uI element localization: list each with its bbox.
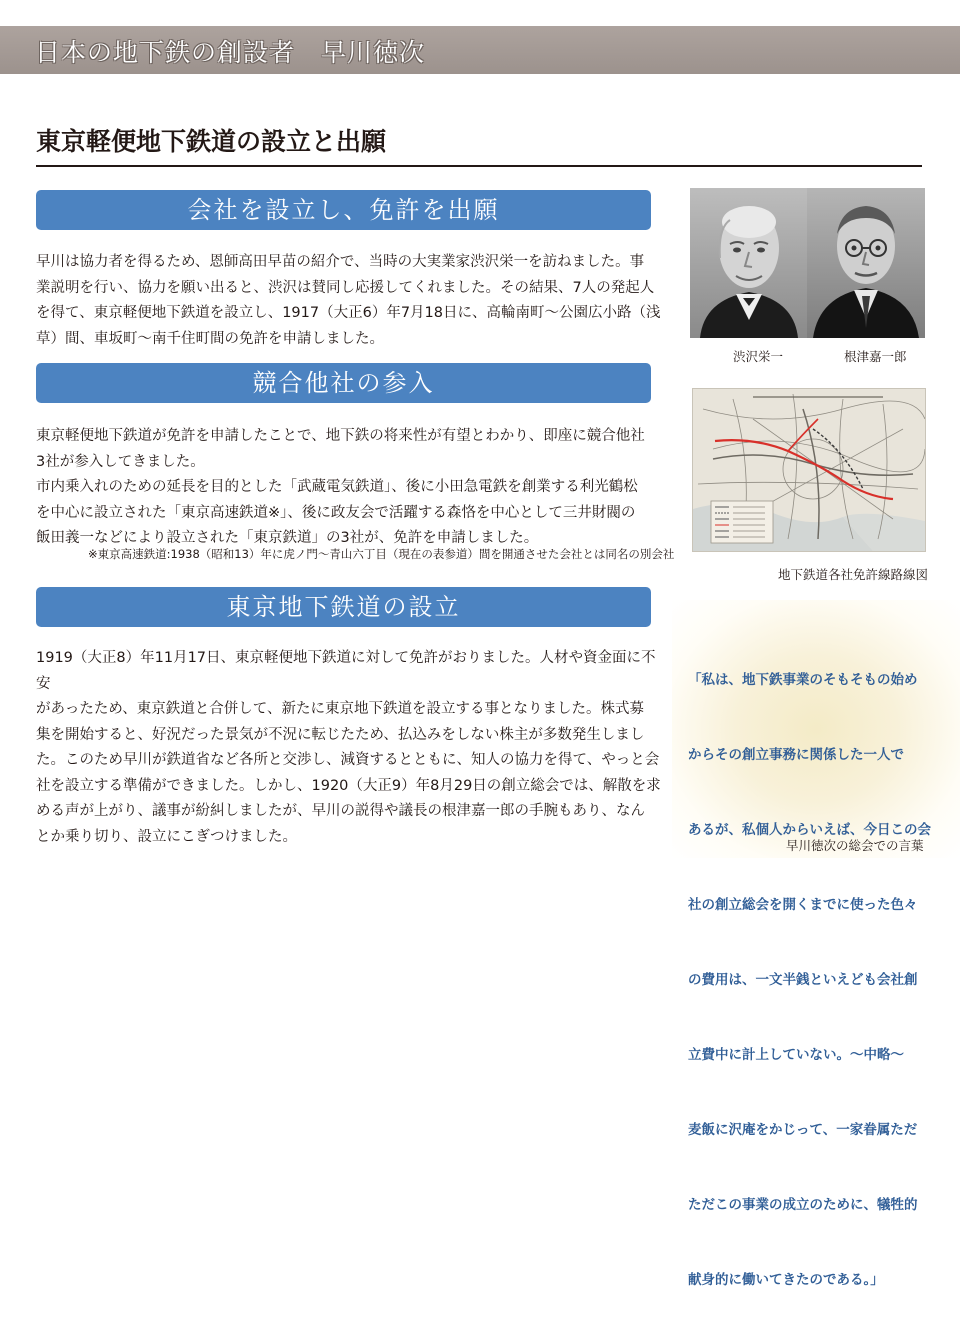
- quote-line: ただこの事業の成立のために、犠牲的: [688, 1197, 918, 1213]
- title-divider: [36, 165, 922, 167]
- footnote: ※東京高速鉄道:1938（昭和13）年に虎ノ門～青山六丁目（現在の表参道）間を開通させた会社とは同名の別会社: [88, 547, 675, 561]
- page-title: 東京軽便地下鉄道の設立と出願: [36, 127, 387, 156]
- quote-line: 献身的に働いてきたのである。」: [688, 1272, 884, 1288]
- quote-line: の費用は、一文半銭といえども会社創: [688, 972, 918, 988]
- map-caption: 地下鉄道各社免許線路線図: [778, 567, 929, 582]
- section-heading-2: 競合他社の参入: [36, 363, 651, 403]
- body-line: があったため、東京鉄道と合併して、新たに東京地下鉄道を設立する事となりました。株式募: [36, 701, 644, 717]
- portrait-shibusawa: [690, 188, 808, 338]
- body-line: 業説明を行い、協力を願い出ると、渋沢は賛同し応援してくれました。その結果、7人の発起人: [36, 279, 655, 296]
- body-line: 集を開始すると、好況だった景気が不況に転じたため、払込みをしない株主が多数発生しまし: [36, 726, 645, 743]
- body-line: 東京軽便地下鉄道が免許を申請したことで、地下鉄の将来性が有望とわかり、即座に競合他社: [36, 428, 645, 444]
- portrait-nezu: [807, 188, 925, 338]
- quote-line: からその創立事務に関係した一人で: [688, 747, 904, 763]
- body-line: 市内乗入れのための延長を目的とした「武蔵電気鉄道」、後に小田急電鉄を創業する利光鶴松: [36, 479, 638, 495]
- quote-line: 社の創立総会を開くまでに使った色々: [688, 897, 918, 913]
- body-line: める声が上がり、議事が紛糾しましたが、早川の説得や議長の根津嘉一郎の手腕もあり、なん: [36, 803, 645, 819]
- body-line: た。このため早川が鉄道省など各所と交渉し、減資するとともに、知人の協力を得て、やっと会: [36, 752, 660, 768]
- body-line: 社を設立する準備ができました。しかし、1920（大正9）年8月29日の創立総会では、解散を求: [36, 777, 661, 794]
- caption-shibusawa: 渋沢栄一: [733, 349, 784, 364]
- body-line: 早川は協力者を得るため、恩師高田早苗の紹介で、当時の大実業家渋沢栄一を訪ねました。事: [36, 254, 645, 270]
- body-line: を得て、東京軽便地下鉄道を設立し、1917（大正6）年7月18日に、高輪南町～公園広小路（浅: [36, 305, 661, 321]
- section-heading-3: 東京地下鉄道の設立: [36, 587, 651, 627]
- body-line: 飯田義一などにより設立された「東京鉄道」の3社が、免許を申請しました。: [36, 530, 539, 546]
- body-line: 1919（大正8）年11月17日、東京軽便地下鉄道に対して免許がおりました。人材や資金面に不安: [36, 650, 656, 692]
- body-line: 3社が参入してきました。: [36, 453, 205, 470]
- quote-line: あるが、私個人からいえば、今日この会: [688, 822, 931, 838]
- section-body-2: [36, 424, 661, 552]
- caption-nezu: 根津嘉一郎: [844, 349, 907, 364]
- header-title: 日本の地下鉄の創設者 早川徳次: [35, 38, 426, 67]
- route-map: [692, 388, 926, 552]
- body-line: とか乗り切り、設立にこぎつけました。: [36, 828, 297, 845]
- quote-line: 「私は、地下鉄事業のそもそもの始め: [688, 672, 918, 688]
- quote-line: 立費中に計上していない。～中略～: [688, 1047, 904, 1063]
- quote-line: 麦飯に沢庵をかじって、一家眷属ただ: [688, 1122, 918, 1138]
- body-line: を中心に設立された「東京高速鉄道※」、後に政友会で活躍する森恪を中心として三井財閥の: [36, 504, 636, 521]
- quote-caption: 早川徳次の総会での言葉: [786, 838, 924, 853]
- section-heading-1: 会社を設立し、免許を出願: [36, 190, 651, 230]
- section-body-1: [36, 250, 661, 352]
- header-band: [0, 26, 960, 74]
- body-line: 草）間、車坂町～南千住町間の免許を申請しました。: [36, 330, 384, 347]
- section-body-3: [36, 646, 661, 850]
- hayakawa-quote: [688, 618, 933, 1318]
